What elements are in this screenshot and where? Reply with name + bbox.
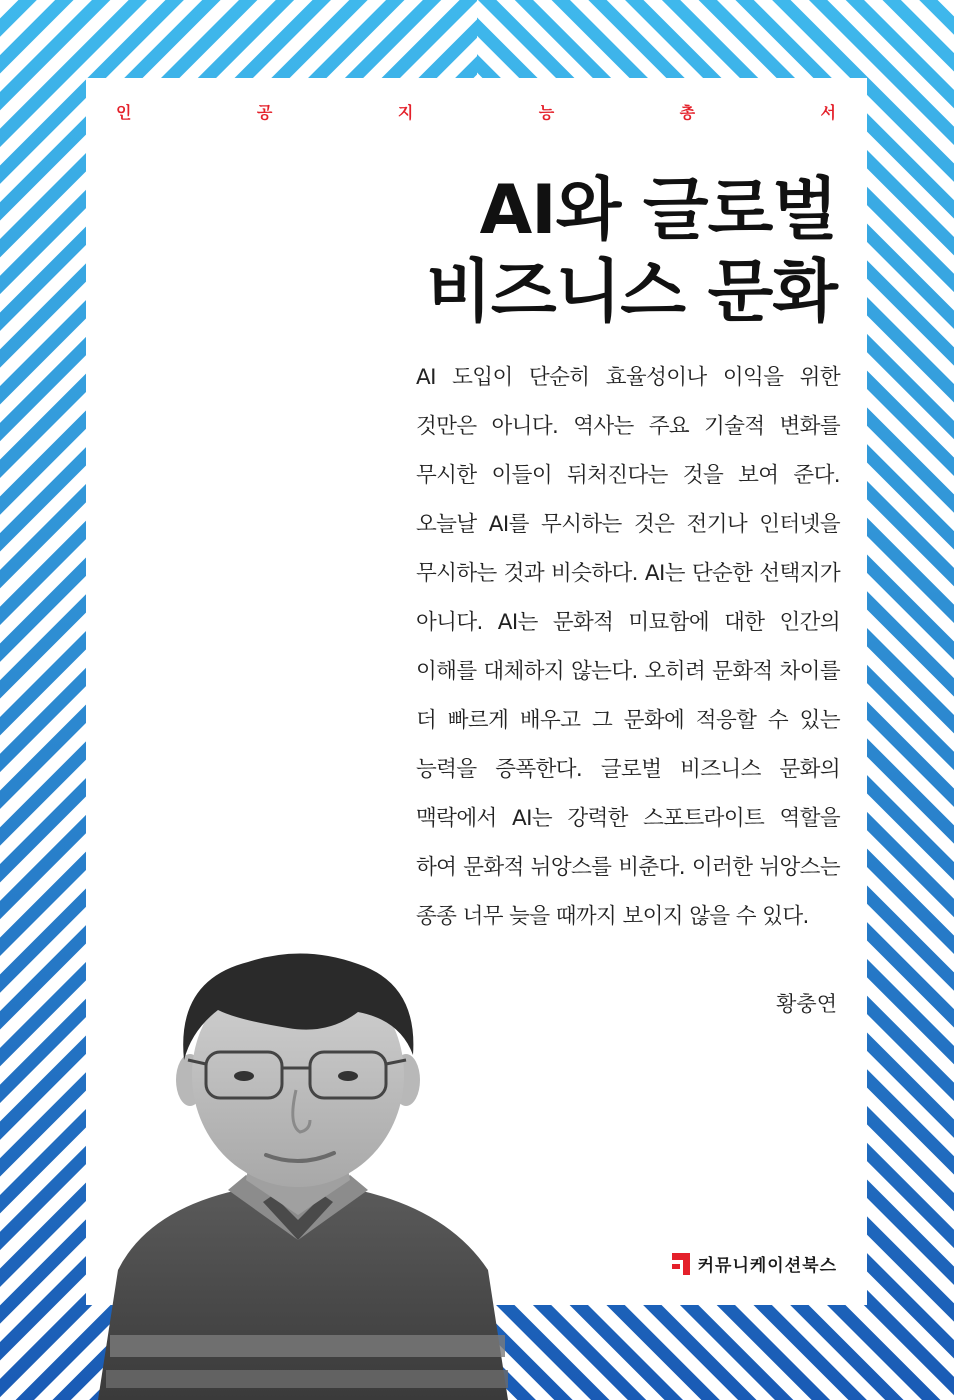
- book-title: [277, 170, 837, 334]
- series-char: 능: [538, 103, 555, 122]
- series-char: 총: [679, 103, 696, 122]
- series-char: 인: [116, 103, 132, 122]
- series-char: 지: [397, 103, 414, 122]
- publisher-logo-icon: [672, 1253, 690, 1275]
- series-char: 서: [820, 103, 836, 122]
- publisher-name: 커뮤니케이션북스: [697, 1256, 837, 1276]
- series-char: 공: [256, 103, 273, 122]
- author-name: 황충연: [776, 992, 837, 1016]
- series-label: [116, 100, 836, 123]
- publisher: [672, 1251, 837, 1276]
- book-description: AI 도입이 단순히 효율성이나 이익을 위한 것만은 아니다. 역사는 주요 기술적 변화를 무시한 이들이 뒤처진다는 것을 보여 준다. 오늘날 AI를 무시하는 것은 전기나 인터넷을 무시하는 것과 비슷하다. AI는 단순한 선택지가 아니다. AI는 문화적 미묘함에 대한 인간의 이해를 대체하지 않는다. 오히려 문화적 차이를 더 빠르게 배우고 그 문화에 적응할 수 있는 능력을 증폭한다. 글로벌 비즈니스 문화의 맥락에서 AI는 강력한 스포트라이트 역할을 하여 문화적 뉘앙스를 비춘다. 이러한 뉘앙스는 종종 너무 늦을 때까지 보이지 않을 수 있다.: [416, 365, 840, 929]
- author-portrait: [88, 940, 528, 1400]
- book-title-line-2: 비즈니스 문화: [426, 253, 837, 332]
- book-title-line-1: AI와 글로벌: [479, 171, 837, 250]
